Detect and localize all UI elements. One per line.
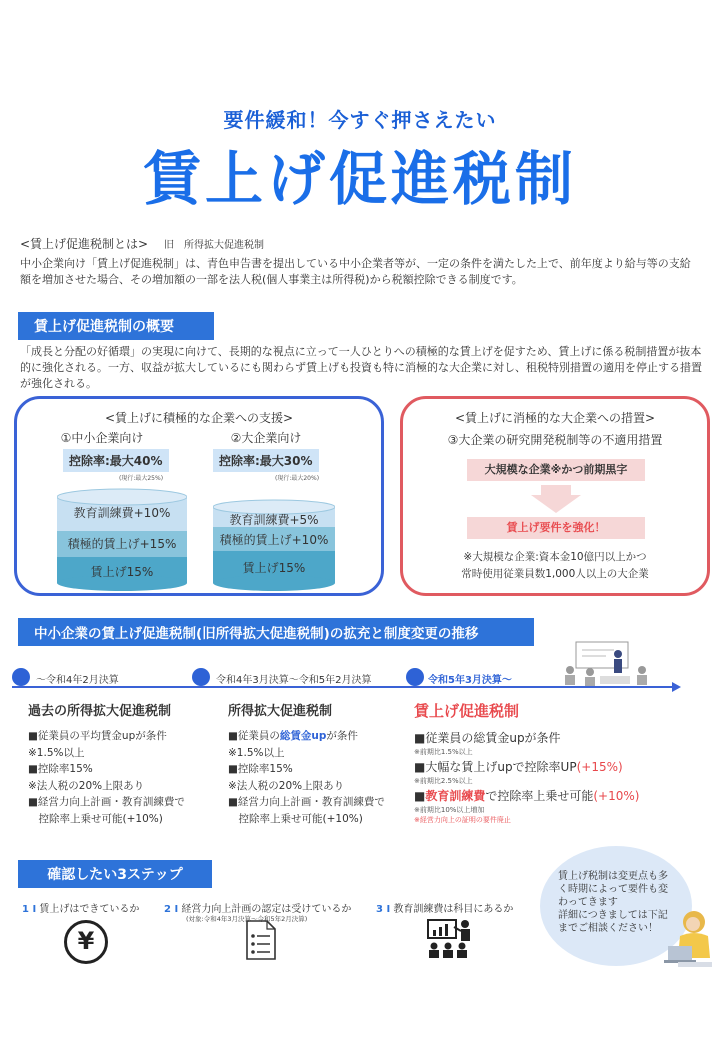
step-1-text: 賃上げはできているか: [39, 904, 140, 915]
col2-line: ■控除率15%: [228, 763, 293, 775]
overview-section-title: 賃上げ促進税制の概要: [18, 312, 214, 340]
overview-body: 「成長と分配の好循環」の実現に向けて、長期的な視点に立って一人ひとりへの積極的な賃上げを促すため、賃上げに係る税制措置が抜本的に強化される。一方、収益が拡大しているにも関わらず賃上げも投資も特に消極的な大企業に対し、租税特別措置の適用を停止する措置が強化される。: [20, 345, 702, 390]
col2-line1-pre: ■従業員の: [228, 730, 280, 742]
training-icon: [426, 918, 474, 960]
col3-line3-highlight-2: (+10%): [593, 789, 640, 803]
timeline-dot-3: [406, 668, 424, 686]
timeline-dot-1: [12, 668, 30, 686]
intro-heading-sub: 旧 所得拡大促進税制: [163, 240, 264, 251]
step-1-number: 1 I: [22, 904, 37, 915]
down-arrow-icon: [531, 485, 581, 513]
measures-note: [403, 549, 707, 583]
sme-layer-aggressive: 積極的賃上げ+15%: [67, 537, 177, 551]
large-layer-training: 教育訓練費+5%: [229, 513, 319, 527]
sme-layer-base: 賃上げ15%: [90, 565, 154, 579]
sme-layer-training: 教育訓練費+10%: [73, 506, 171, 520]
step-2: [164, 900, 351, 915]
woman-laptop-shape: [660, 906, 716, 968]
bubble-line: 詳細につきましては下記: [558, 910, 668, 921]
col3-note-4: ※経営力向上の証明の要件廃止: [414, 816, 511, 824]
bubble-line: わってきます: [558, 897, 618, 908]
col3-line2-pre: ■大幅な賃上げupで控除率UP: [414, 760, 577, 774]
yen-coin-icon: ¥: [64, 920, 108, 964]
woman-laptop-illustration: [660, 906, 716, 968]
col1-list: [28, 728, 185, 827]
wage-requirement-tag: 賃上げ要件を強化！: [467, 517, 645, 539]
timeline-dot-2: [192, 668, 210, 686]
col2-line: ※1.5%以上: [228, 746, 285, 759]
col1-title: 過去の所得拡大促進税制: [28, 704, 172, 719]
timeline-arrowhead: [672, 682, 681, 692]
step-2-text: 経営力向上計画の認定は受けているか: [181, 904, 352, 915]
col1-line: ■従業員の平均賃金upが条件: [28, 730, 167, 742]
bubble-line: 賃上げ税制は変更点も多: [558, 871, 668, 882]
col3-note-3: ※前期比10%以上増加: [414, 806, 485, 814]
col2-line-1: [228, 728, 385, 745]
bubble-line: までご相談ください！: [558, 923, 658, 934]
col2-line1-post: が条件: [326, 730, 358, 742]
support-heading: <賃上げに積極的な企業への支援>: [104, 411, 294, 425]
col2-line1-highlight: 総賃金up: [279, 730, 327, 742]
large-layer-aggressive: 積極的賃上げ+10%: [219, 533, 329, 547]
col3-note-1: ※前期比1.5%以上: [414, 748, 473, 756]
sme-cylinder: [57, 487, 187, 591]
checklist-shape: [246, 920, 276, 960]
presentation-illustration: [560, 640, 660, 686]
measures-note-line2: 常時使用従業員数1,000人以上の大企業: [461, 568, 649, 580]
col3-line-3: [414, 788, 639, 805]
timeline-label-3: 令和5年3月決算～: [428, 675, 512, 686]
sme-rate: 控除率:最大40%: [63, 449, 169, 472]
steps-section-title: 確認したい3ステップ: [18, 860, 212, 888]
col3-note-2: ※前期比2.5%以上: [414, 777, 473, 785]
step-3-number: 3 I: [376, 904, 391, 915]
bubble-line: く時期によって要件も変: [558, 884, 668, 895]
col2-list: [228, 728, 385, 827]
large-label: ②大企業向け: [230, 431, 302, 445]
measures-note-line1: ※大規模な企業:資本金10億円以上かつ: [463, 551, 647, 563]
col3-line3-bullet: ■: [414, 789, 426, 803]
training-shape: [426, 918, 474, 960]
step-2-note: (対象:令和4年3月決算～令和5年2月決算): [186, 915, 308, 923]
col3-title: 賃上げ促進税制: [414, 702, 520, 720]
measures-heading: <賃上げに消極的な大企業への措置>: [454, 411, 656, 425]
step-3-text: 教育訓練費は科目にあるか: [393, 904, 514, 915]
col3-line3-mid: で控除率上乗せ可能: [485, 789, 594, 803]
step-1: [22, 900, 139, 915]
timeline-line: [12, 686, 678, 688]
col1-line: 控除率上乗せ可能(+10%): [28, 812, 163, 825]
large-layer-base: 賃上げ15%: [242, 561, 306, 575]
col1-line: ■控除率15%: [28, 763, 93, 775]
col2-line: ※法人税の20%上限あり: [228, 779, 345, 792]
col3-line2-highlight: (+15%): [576, 760, 623, 774]
down-arrow-shape: [531, 485, 581, 513]
col1-line: ※法人税の20%上限あり: [28, 779, 145, 792]
intro-heading: [20, 235, 264, 252]
measures-box: [400, 396, 710, 596]
presentation-shape: [560, 640, 660, 686]
col3-line3-highlight: 教育訓練費: [425, 789, 486, 803]
large-prev-rate: (現行:最大20%): [275, 475, 320, 482]
sme-prev-rate: (現行:最大25%): [119, 475, 164, 482]
col2-line: 控除率上乗せ可能(+10%): [228, 812, 363, 825]
col3-line-1: ■従業員の総賃金upが条件: [414, 731, 561, 745]
sme-label: ①中小企業向け: [60, 431, 144, 445]
col2-line: ■経営力向上計画・教育訓練費で: [228, 796, 385, 808]
intro-body: 中小企業向け「賃上げ促進税制」は、青色申告書を提出している中小企業者等が、一定の条件を満たした上で、前年度より給与等の支給額を増加させた場合、その増加額の一部を法人税(個人事業主は所得税)から税額控除できる制度です。: [20, 257, 691, 286]
timeline-label-1: ～令和4年2月決算: [36, 675, 119, 686]
step-3: [376, 900, 513, 915]
checklist-icon: [246, 920, 276, 960]
col1-line: ■経営力向上計画・教育訓練費で: [28, 796, 185, 808]
history-section-title: 中小企業の賃上げ促進税制(旧所得拡大促進税制)の拡充と制度変更の推移: [18, 618, 534, 646]
large-company-tag: 大規模な企業※かつ前期黒字: [467, 459, 645, 481]
timeline-label-2: 令和4年3月決算～令和5年2月決算: [216, 675, 372, 686]
step-2-number: 2 I: [164, 904, 179, 915]
header-subtitle: 要件緩和！今すぐ押さえたい: [223, 108, 497, 132]
large-cylinder: [213, 499, 335, 591]
measures-subheading: ③大企業の研究開発税制等の不適用措置: [447, 433, 663, 447]
support-box: [14, 396, 384, 596]
large-rate: 控除率:最大30%: [213, 449, 319, 472]
page-title: 賃上げ促進税制: [142, 145, 577, 213]
intro-heading-label: <賃上げ促進税制とは>: [20, 237, 149, 251]
col2-title: 所得拡大促進税制: [228, 704, 333, 719]
col1-line: ※1.5%以上: [28, 746, 85, 759]
col3-list: [414, 730, 639, 825]
col3-line-2: [414, 759, 639, 776]
